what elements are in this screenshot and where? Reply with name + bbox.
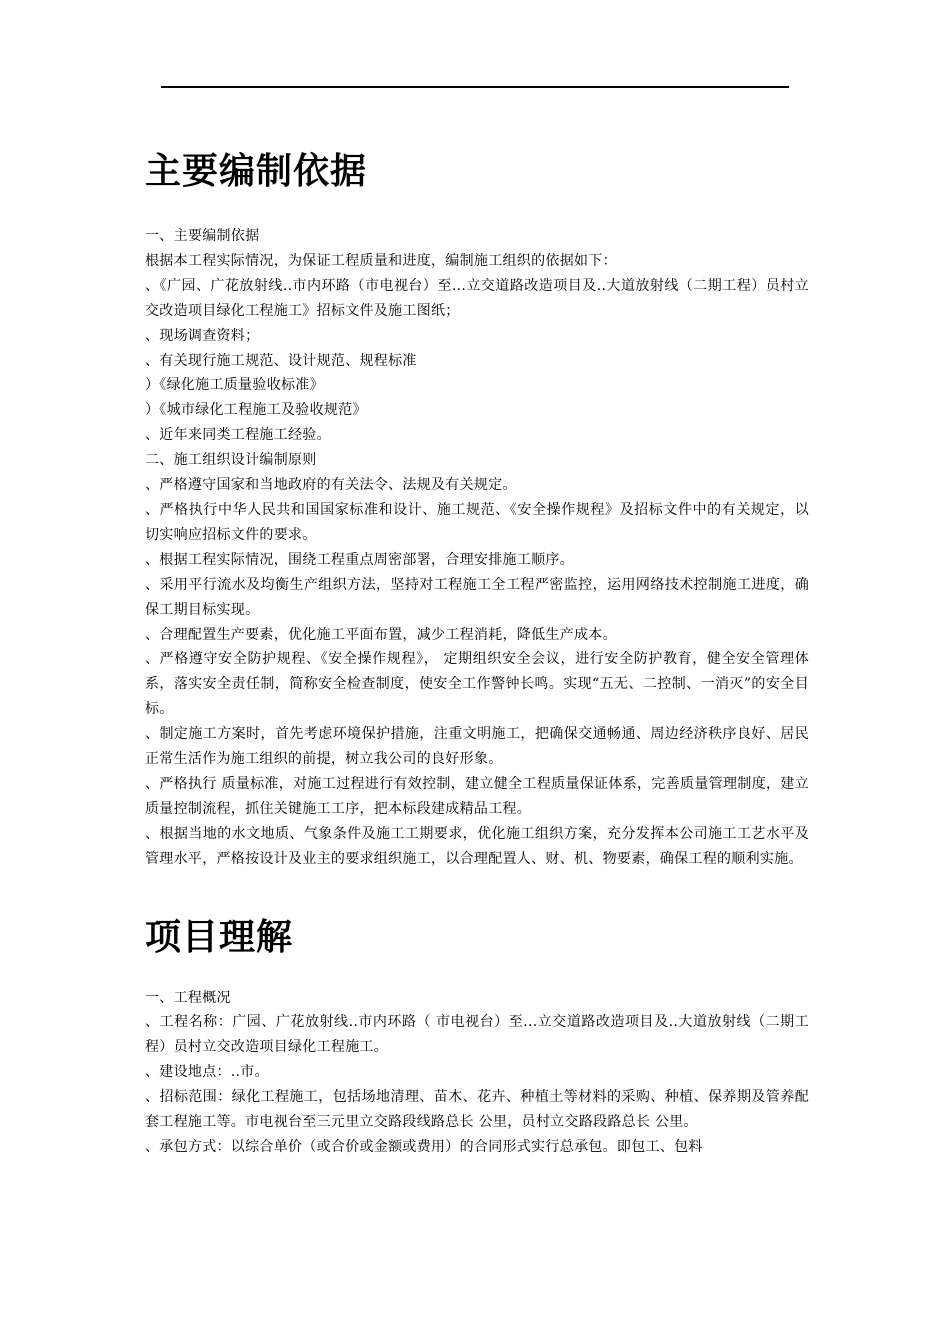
paragraph: 、采用平行流水及均衡生产组织方法，坚持对工程施工全工程严密监控，运用网络技术控制施工进度，确保工期目标实现。 bbox=[145, 576, 809, 618]
paragraph: 、近年来同类工程施工经验。 bbox=[145, 427, 331, 444]
paragraph: ）《城市绿化工程施工及验收规范》 bbox=[145, 402, 367, 419]
paragraph: 二、施工组织设计编制原则 bbox=[145, 452, 317, 469]
paragraph: 根据本工程实际情况，为保证工程质量和进度，编制施工组织的依据如下： bbox=[145, 252, 617, 269]
paragraph: 、严格执行中华人民共和国国家标准和设计、施工规范、《安全操作规程》及招标文件中的有关规定，以切实响应招标文件的要求。 bbox=[145, 501, 809, 543]
paragraph: 一、主要编制依据 bbox=[145, 228, 260, 244]
section-body bbox=[145, 986, 809, 1160]
paragraph: 、有关现行施工规范、设计规范、规程标准 bbox=[145, 352, 417, 369]
section-title: 主要编制依据 bbox=[145, 151, 368, 192]
paragraph: 、建设地点：..市。 bbox=[145, 1064, 269, 1081]
section-title: 项目理解 bbox=[145, 916, 294, 958]
document-body bbox=[145, 140, 809, 1160]
paragraph: 、《广园、广花放射线..市内环路（市电视台）至...立交道路改造项目及..大道放射线（二期工程）员村立交改造项目绿化工程施工》招标文件及施工图纸； bbox=[145, 277, 809, 319]
paragraph: 、合理配置生产要素，优化施工平面布置，减少工程消耗，降低生产成本。 bbox=[145, 626, 617, 643]
paragraph: 、严格遵守安全防护规程、《安全操作规程》， 定期组织安全会议，进行安全防护教育，健全安全管理体系，落实安全责任制，简称安全检查制度，使安全工作警钟长鸣。实现“五无、二控制、一消灭”的安全目标。 bbox=[145, 651, 809, 718]
paragraph: 、严格执行 质量标准，对施工过程进行有效控制，建立健全工程质量保证体系，完善质量管理制度，建立质量控制流程，抓住关键施工工序，把本标段建成精品工程。 bbox=[145, 775, 809, 817]
paragraph: 、工程名称：广园、广花放射线..市内环路（ 市电视台）至...立交道路改造项目及..大道放射线（二期工程）员村立交改造项目绿化工程施工。 bbox=[145, 1014, 809, 1056]
paragraph: 、严格遵守国家和当地政府的有关法令、法规及有关规定。 bbox=[145, 477, 517, 494]
paragraph: 、根据当地的水文地质、气象条件及施工工期要求，优化施工组织方案，充分发挥本公司施工工艺水平及管理水平，严格按设计及业主的要求组织施工，以合理配置人、财、机、物要素，确保工程的顺利实施。 bbox=[145, 825, 809, 867]
paragraph: 一、工程概况 bbox=[145, 989, 231, 1006]
header-rule bbox=[161, 86, 789, 88]
paragraph: 、招标范围：绿化工程施工，包括场地清理、苗木、花卉、种植土等材料的采购、种植、保养期及管养配套工程施工等。市电视台至三元里立交路段线路总长 公里，员村立交路段路总长 公里。 bbox=[145, 1089, 809, 1131]
paragraph: 、根据工程实际情况，围绕工程重点周密部署，合理安排施工顺序。 bbox=[145, 551, 574, 568]
section-body bbox=[145, 224, 809, 872]
paragraph: ）《绿化施工质量验收标准》 bbox=[145, 377, 324, 394]
paragraph: 、现场调查资料； bbox=[145, 327, 260, 344]
paragraph: 、制定施工方案时，首先考虑环境保护措施，注重文明施工，把确保交通畅通、周边经济秩序良好、居民正常生活作为施工组织的前提，树立我公司的良好形象。 bbox=[145, 726, 809, 768]
paragraph: 、承包方式：以综合单价（或合价或金额或费用）的合同形式实行总承包。即包工、包料 bbox=[145, 1139, 703, 1155]
